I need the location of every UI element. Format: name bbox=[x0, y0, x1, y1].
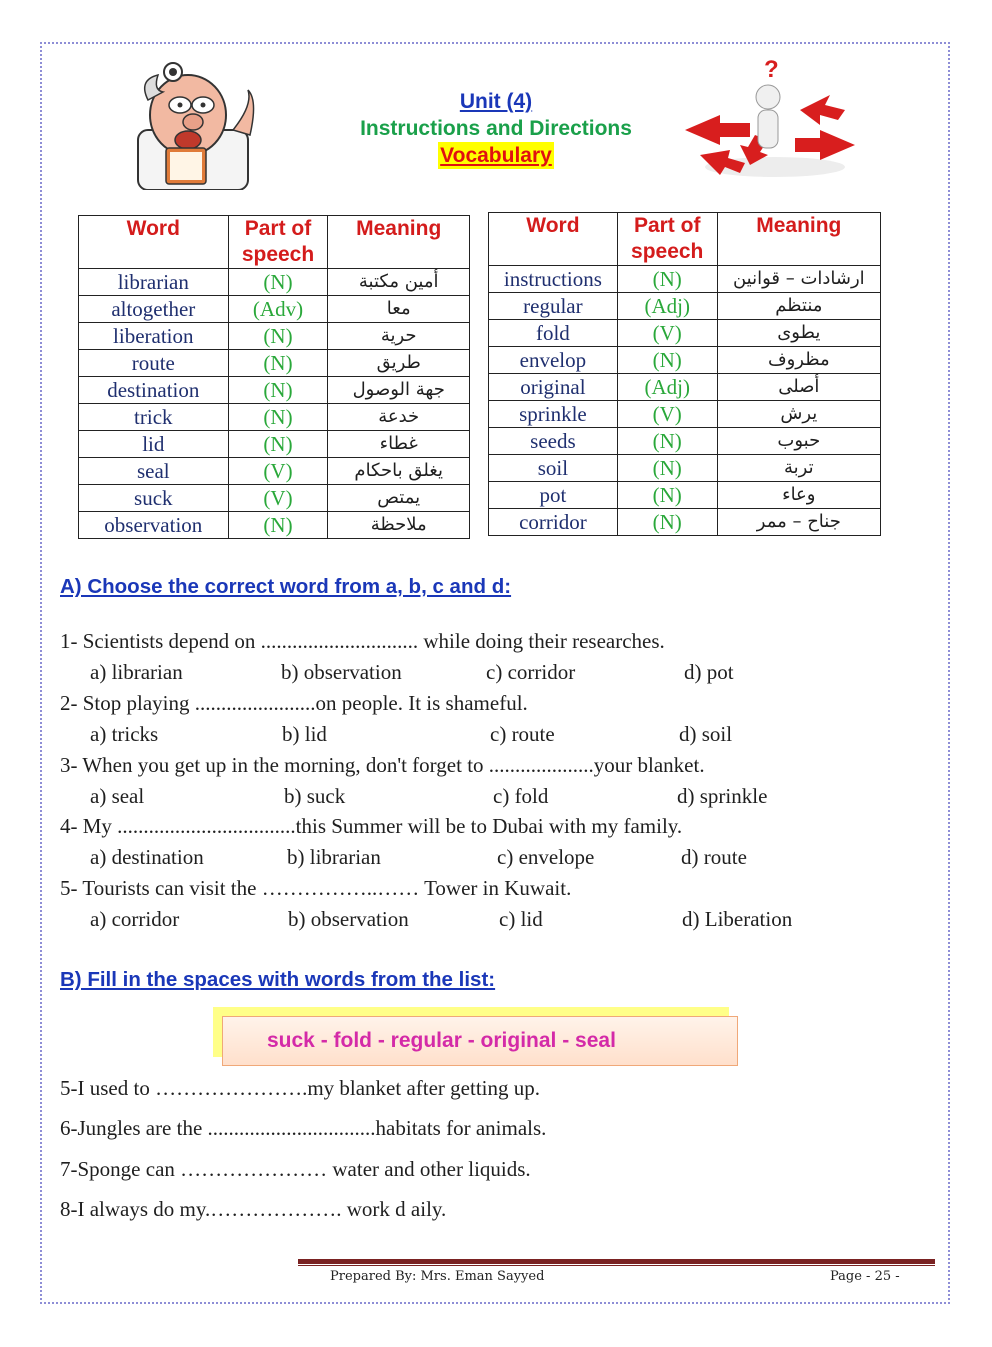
vocab-word: lid bbox=[79, 431, 229, 458]
answer-option: c) lid bbox=[499, 907, 543, 931]
vocabulary-table-right bbox=[488, 212, 881, 536]
vocab-part-of-speech: (Adv) bbox=[228, 296, 328, 323]
vocab-part-of-speech: (N) bbox=[228, 377, 328, 404]
vocab-row bbox=[489, 482, 881, 509]
vocab-part-of-speech: (N) bbox=[617, 482, 717, 509]
vocab-row bbox=[79, 458, 470, 485]
vocab-row bbox=[489, 374, 881, 401]
answer-option: a) seal bbox=[90, 784, 145, 808]
answer-option: a) librarian bbox=[90, 660, 183, 684]
fill-sentence: 7-Sponge can ………………… water and other liquids. bbox=[60, 1157, 531, 1181]
vocab-row bbox=[489, 428, 881, 455]
answer-option: b) observation bbox=[281, 660, 402, 684]
answer-option: d) route bbox=[681, 845, 747, 869]
word-list: suck - fold - regular - original - seal bbox=[267, 1029, 616, 1052]
column-header-part-of-speech: Part of speech bbox=[617, 213, 717, 266]
vocab-word: pot bbox=[489, 482, 618, 509]
vocab-meaning: معا bbox=[328, 296, 470, 323]
answer-option: b) lid bbox=[282, 722, 327, 746]
answer-option: b) suck bbox=[284, 784, 346, 808]
vocab-meaning: ارشادات – قوانين bbox=[717, 266, 880, 293]
question-text: 1- Scientists depend on .............................. while doing their researches. bbox=[60, 629, 665, 653]
section-b-title: B) Fill in the spaces with words from the list: bbox=[60, 968, 496, 991]
vocab-meaning: جهة الوصول bbox=[328, 377, 470, 404]
vocab-word: regular bbox=[489, 293, 618, 320]
vocab-word: liberation bbox=[79, 323, 229, 350]
vocab-part-of-speech: (N) bbox=[228, 431, 328, 458]
answer-option: c) corridor bbox=[486, 660, 576, 684]
vocab-meaning: غطاء bbox=[328, 431, 470, 458]
vocab-word: soil bbox=[489, 455, 618, 482]
unit-title: Unit (4) bbox=[459, 90, 533, 113]
vocab-word: fold bbox=[489, 320, 618, 347]
answer-option: d) Liberation bbox=[682, 907, 793, 931]
vocab-word: altogether bbox=[79, 296, 229, 323]
answer-option: a) tricks bbox=[90, 722, 159, 746]
vocab-part-of-speech: (V) bbox=[228, 485, 328, 512]
answer-option: b) observation bbox=[288, 907, 409, 931]
section-a-title: A) Choose the correct word from a, b, c and d: bbox=[60, 575, 512, 598]
answer-option: a) destination bbox=[90, 845, 204, 869]
column-header-word: Word bbox=[79, 216, 229, 269]
vocab-row bbox=[489, 509, 881, 536]
answer-option: d) soil bbox=[679, 722, 733, 746]
vocab-word: observation bbox=[79, 512, 229, 539]
vocab-row bbox=[79, 323, 470, 350]
vocab-part-of-speech: (V) bbox=[617, 320, 717, 347]
svg-text:?: ? bbox=[764, 56, 779, 83]
vocab-meaning: ملاحظة bbox=[328, 512, 470, 539]
vocab-row bbox=[489, 401, 881, 428]
vocab-meaning: جناح – ممر bbox=[717, 509, 880, 536]
answer-option: c) fold bbox=[493, 784, 549, 808]
vocab-part-of-speech: (N) bbox=[228, 350, 328, 377]
question-man-arrows-illustration bbox=[680, 55, 860, 180]
vocab-meaning: يطوى bbox=[717, 320, 880, 347]
vocab-meaning: أصلى bbox=[717, 374, 880, 401]
vocab-row bbox=[79, 404, 470, 431]
vocab-meaning: تربة bbox=[717, 455, 880, 482]
vocab-part-of-speech: (N) bbox=[617, 266, 717, 293]
vocab-part-of-speech: (Adj) bbox=[617, 374, 717, 401]
fill-sentence: 6-Jungles are the ................................habitats for animals. bbox=[60, 1116, 547, 1140]
vocab-word: seal bbox=[79, 458, 229, 485]
vocab-row bbox=[489, 320, 881, 347]
vocab-meaning: خدعة bbox=[328, 404, 470, 431]
vocab-part-of-speech: (N) bbox=[228, 404, 328, 431]
answer-option: d) pot bbox=[684, 660, 734, 684]
vocab-word: suck bbox=[79, 485, 229, 512]
answer-option: a) corridor bbox=[90, 907, 180, 931]
question-text: 5- Tourists can visit the ……………..…… Tower in Kuwait. bbox=[60, 876, 572, 900]
vocab-row bbox=[79, 512, 470, 539]
vocab-word: route bbox=[79, 350, 229, 377]
vocab-row bbox=[489, 293, 881, 320]
vocab-row bbox=[79, 485, 470, 512]
vocab-part-of-speech: (N) bbox=[617, 455, 717, 482]
vocab-word: original bbox=[489, 374, 618, 401]
footer-divider-thin bbox=[298, 1265, 935, 1266]
vocab-part-of-speech: (V) bbox=[617, 401, 717, 428]
vocab-part-of-speech: (N) bbox=[228, 512, 328, 539]
vocab-part-of-speech: (N) bbox=[617, 509, 717, 536]
column-header-word: Word bbox=[489, 213, 618, 266]
vocab-word: seeds bbox=[489, 428, 618, 455]
vocab-part-of-speech: (N) bbox=[617, 428, 717, 455]
vocab-meaning: طريق bbox=[328, 350, 470, 377]
fill-sentence: 5-I used to ………………….my blanket after getting up. bbox=[60, 1076, 540, 1100]
vocab-word: sprinkle bbox=[489, 401, 618, 428]
question-text: 2- Stop playing .......................on people. It is shameful. bbox=[60, 691, 528, 715]
prepared-by: Prepared By: Mrs. Eman Sayyed bbox=[330, 1269, 545, 1284]
question-text: 4- My ..................................this Summer will be to Dubai with my family. bbox=[60, 814, 683, 838]
vocab-row bbox=[79, 377, 470, 404]
vocab-word: trick bbox=[79, 404, 229, 431]
vocab-row bbox=[489, 347, 881, 374]
vocab-meaning: يغلق باحكام bbox=[328, 458, 470, 485]
vocab-meaning: حرية bbox=[328, 323, 470, 350]
vocab-part-of-speech: (Adj) bbox=[617, 293, 717, 320]
vocab-meaning: وعاء bbox=[717, 482, 880, 509]
column-header-part-of-speech: Part of speech bbox=[228, 216, 328, 269]
vocab-meaning: مظروف bbox=[717, 347, 880, 374]
vocab-word: librarian bbox=[79, 269, 229, 296]
page-number: Page - 25 - bbox=[830, 1269, 900, 1284]
vocab-word: envelop bbox=[489, 347, 618, 374]
vocab-part-of-speech: (N) bbox=[228, 323, 328, 350]
answer-option: c) envelope bbox=[497, 845, 595, 869]
vocab-meaning: أمين مكتبة bbox=[328, 269, 470, 296]
vocabulary-table-left bbox=[78, 215, 470, 539]
vocab-word: instructions bbox=[489, 266, 618, 293]
word-list-box bbox=[222, 1016, 738, 1066]
vocab-row bbox=[79, 350, 470, 377]
column-header-meaning: Meaning bbox=[717, 213, 880, 266]
footer-divider bbox=[298, 1259, 935, 1264]
vocab-row bbox=[489, 266, 881, 293]
vocab-meaning: يرش bbox=[717, 401, 880, 428]
vocab-word: destination bbox=[79, 377, 229, 404]
vocab-meaning: منتظم bbox=[717, 293, 880, 320]
vocab-meaning: يمتص bbox=[328, 485, 470, 512]
answer-option: b) librarian bbox=[287, 845, 381, 869]
vocab-part-of-speech: (V) bbox=[228, 458, 328, 485]
vocab-meaning: حبوب bbox=[717, 428, 880, 455]
question-text: 3- When you get up in the morning, don't forget to ....................your blanket. bbox=[60, 753, 705, 777]
vocab-part-of-speech: (N) bbox=[228, 269, 328, 296]
fill-sentence: 8-I always do my.………………. work d aily. bbox=[60, 1197, 447, 1221]
unit-subtitle: Instructions and Directions bbox=[360, 117, 632, 140]
vocab-row bbox=[79, 269, 470, 296]
vocab-part-of-speech: (N) bbox=[617, 347, 717, 374]
vocab-word: corridor bbox=[489, 509, 618, 536]
vocabulary-title: Vocabulary bbox=[440, 144, 552, 167]
answer-option: c) route bbox=[490, 722, 555, 746]
header bbox=[300, 88, 692, 169]
vocab-row bbox=[79, 296, 470, 323]
doctor-illustration bbox=[118, 60, 263, 190]
answer-option: d) sprinkle bbox=[677, 784, 768, 808]
column-header-meaning: Meaning bbox=[328, 216, 470, 269]
vocab-row bbox=[79, 431, 470, 458]
vocab-row bbox=[489, 455, 881, 482]
